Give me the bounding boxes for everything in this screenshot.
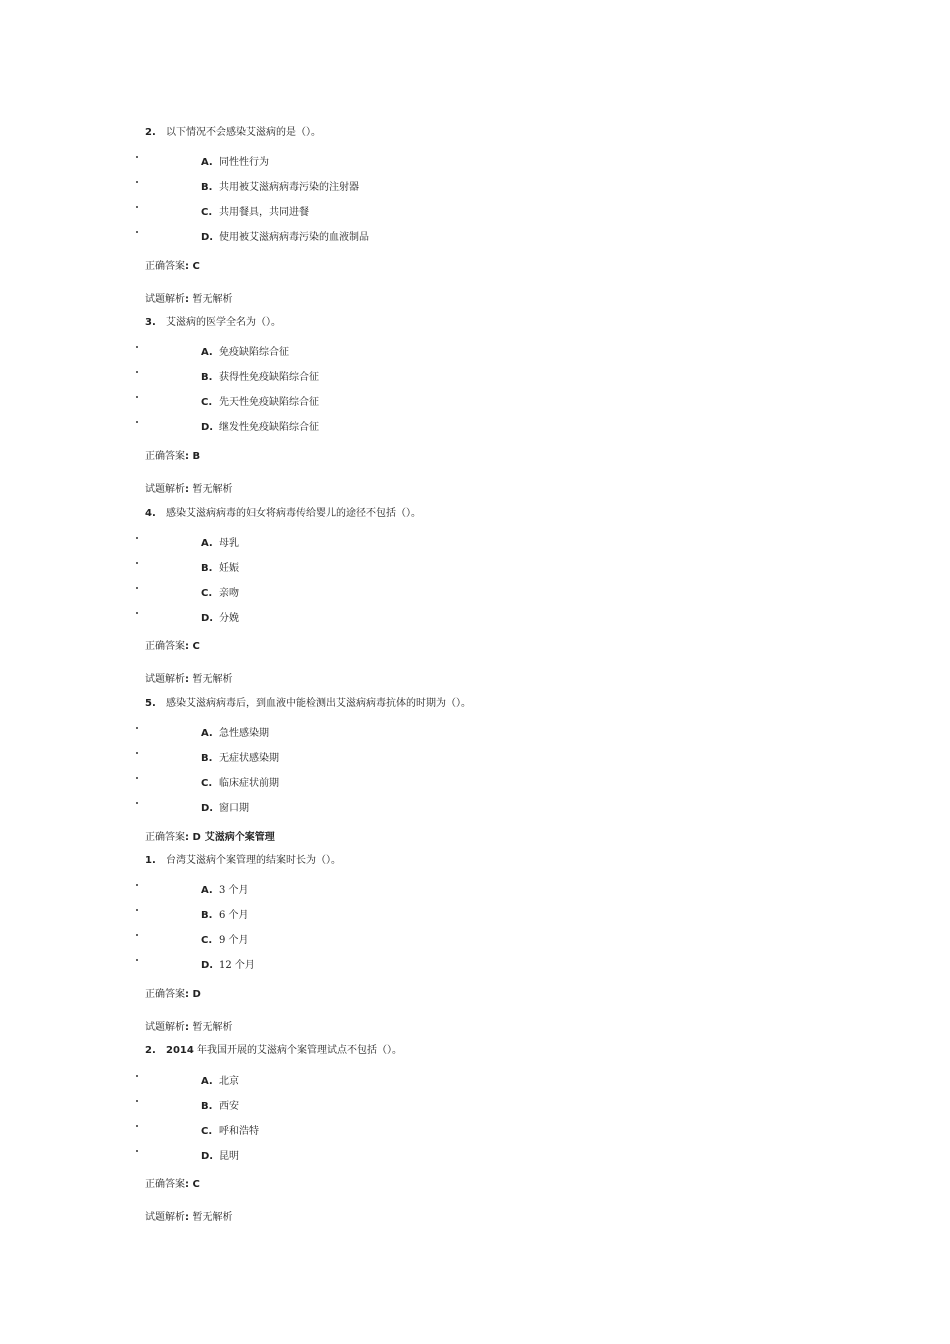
answer-separator: :	[185, 832, 193, 843]
option-letter: A.	[201, 538, 213, 549]
option-text: 12 个月	[219, 960, 255, 971]
question-stem: 以下情况不会感染艾滋病的是（）。	[166, 127, 321, 138]
answer-separator: :	[185, 989, 193, 1000]
answer-value: C	[192, 1179, 200, 1190]
answer-value: C	[192, 641, 200, 652]
option-letter: D.	[201, 232, 214, 243]
option-letter: C.	[201, 778, 213, 789]
answer-value: D	[192, 989, 201, 1000]
option-text: 共用餐具，共同进餐	[219, 207, 309, 218]
option-text: 共用被艾滋病病毒污染的注射器	[219, 182, 359, 193]
answer-value: B	[192, 451, 201, 462]
question-number: 5.	[145, 698, 156, 709]
correct-answer	[145, 832, 275, 844]
explanation-separator: :	[185, 294, 193, 305]
question-year: 2014	[166, 1045, 194, 1056]
explanation-label: 试题解析	[145, 1022, 185, 1033]
correct-answer	[145, 641, 200, 653]
option-letter: D.	[201, 803, 214, 814]
question-number: 1.	[145, 855, 156, 866]
option-text: 母乳	[219, 538, 239, 549]
option-text: 6 个月	[219, 910, 249, 921]
question-number: 2.	[145, 127, 156, 138]
option-letter: A.	[201, 728, 213, 739]
bullet-marker	[136, 752, 138, 754]
question-text	[145, 1045, 402, 1057]
option-text: 急性感染期	[219, 728, 269, 739]
option-item[interactable]	[201, 157, 269, 169]
bullet-marker	[136, 421, 138, 423]
explanation	[145, 1212, 232, 1224]
option-text: 9 个月	[219, 935, 249, 946]
option-text: 亲吻	[219, 588, 239, 599]
bullet-marker	[136, 777, 138, 779]
option-letter: D.	[201, 613, 214, 624]
bullet-marker	[136, 1100, 138, 1102]
bullet-marker	[136, 909, 138, 911]
question-text	[145, 508, 421, 520]
option-letter: B.	[201, 372, 213, 383]
bullet-marker	[136, 371, 138, 373]
correct-answer	[145, 989, 201, 1001]
explanation-separator: :	[185, 1212, 193, 1223]
option-item[interactable]	[201, 910, 249, 922]
option-item[interactable]	[201, 372, 319, 384]
question-text	[145, 317, 281, 329]
option-text: 3 个月	[219, 885, 249, 896]
explanation	[145, 674, 232, 686]
option-item[interactable]	[201, 1151, 239, 1163]
question-number: 2.	[145, 1045, 156, 1056]
option-letter: C.	[201, 397, 213, 408]
option-text: 同性性行为	[219, 157, 269, 168]
bullet-marker	[136, 206, 138, 208]
bullet-marker	[136, 884, 138, 886]
question-stem: 艾滋病的医学全名为（）。	[166, 317, 281, 328]
option-text: 呼和浩特	[219, 1126, 259, 1137]
bullet-marker	[136, 802, 138, 804]
question-text	[145, 127, 321, 139]
option-letter: C.	[201, 1126, 213, 1137]
explanation-text: 暂无解析	[192, 484, 233, 495]
question-stem: 感染艾滋病病毒后，到血液中能检测出艾滋病病毒抗体的时期为（）。	[166, 698, 471, 709]
option-letter: C.	[201, 207, 213, 218]
correct-answer	[145, 451, 200, 463]
correct-answer	[145, 1179, 200, 1191]
explanation	[145, 484, 232, 496]
option-item[interactable]	[201, 1076, 239, 1088]
option-item[interactable]	[201, 232, 369, 244]
answer-label: 正确答案	[145, 451, 185, 462]
explanation-separator: :	[185, 1022, 193, 1033]
bullet-marker	[136, 934, 138, 936]
bullet-marker	[136, 959, 138, 961]
option-text: 西安	[219, 1101, 239, 1112]
option-text: 分娩	[219, 613, 239, 624]
bullet-marker	[136, 537, 138, 539]
option-item[interactable]	[201, 182, 359, 194]
explanation-label: 试题解析	[145, 484, 185, 495]
bullet-marker	[136, 562, 138, 564]
bullet-marker	[136, 1150, 138, 1152]
option-letter: C.	[201, 588, 213, 599]
option-letter: B.	[201, 563, 213, 574]
option-letter: D.	[201, 422, 214, 433]
option-item[interactable]	[201, 563, 239, 575]
answer-value: C	[192, 261, 200, 272]
option-letter: D.	[201, 1151, 214, 1162]
option-letter: C.	[201, 935, 213, 946]
option-item[interactable]	[201, 885, 249, 897]
option-letter: A.	[201, 885, 213, 896]
bullet-marker	[136, 181, 138, 183]
option-item[interactable]	[201, 207, 309, 219]
question-stem: 感染艾滋病病毒的妇女将病毒传给婴儿的途径不包括（）。	[166, 508, 421, 519]
option-item[interactable]	[201, 728, 269, 740]
option-item[interactable]	[201, 397, 319, 409]
option-text: 窗口期	[219, 803, 249, 814]
option-text: 使用被艾滋病病毒污染的血液制品	[219, 232, 369, 243]
option-letter: A.	[201, 1076, 213, 1087]
explanation-label: 试题解析	[145, 1212, 185, 1223]
option-text: 昆明	[219, 1151, 239, 1162]
option-letter: A.	[201, 157, 213, 168]
option-item[interactable]	[201, 753, 279, 765]
explanation-text: 暂无解析	[192, 1212, 233, 1223]
option-item[interactable]	[201, 803, 249, 815]
option-letter: B.	[201, 1101, 213, 1112]
option-letter: B.	[201, 910, 213, 921]
option-letter: B.	[201, 182, 213, 193]
bullet-marker	[136, 1125, 138, 1127]
option-item[interactable]	[201, 588, 239, 600]
option-text: 先天性免疫缺陷综合征	[219, 397, 319, 408]
option-letter: B.	[201, 753, 213, 764]
explanation-text: 暂无解析	[192, 294, 233, 305]
explanation-text: 暂无解析	[192, 1022, 233, 1033]
option-text: 北京	[219, 1076, 239, 1087]
option-letter: D.	[201, 960, 214, 971]
explanation	[145, 1022, 232, 1034]
option-text: 无症状感染期	[219, 753, 279, 764]
section-title: 艾滋病个案管理	[204, 832, 275, 843]
bullet-marker	[136, 346, 138, 348]
option-text: 免疫缺陷综合征	[219, 347, 289, 358]
answer-label: 正确答案	[145, 261, 185, 272]
correct-answer	[145, 261, 200, 273]
explanation-label: 试题解析	[145, 294, 185, 305]
answer-separator: :	[185, 641, 193, 652]
explanation-text: 暂无解析	[192, 674, 233, 685]
option-item[interactable]	[201, 1101, 239, 1113]
explanation	[145, 294, 232, 306]
bullet-marker	[136, 587, 138, 589]
question-text	[145, 855, 341, 867]
question-stem: 台湾艾滋病个案管理的结案时长为（）。	[166, 855, 341, 866]
answer-label: 正确答案	[145, 989, 185, 1000]
option-item[interactable]	[201, 935, 249, 947]
answer-separator: :	[185, 261, 193, 272]
option-item[interactable]	[201, 778, 279, 790]
option-item[interactable]	[201, 613, 239, 625]
option-item[interactable]	[201, 960, 255, 972]
question-number: 3.	[145, 317, 156, 328]
bullet-marker	[136, 231, 138, 233]
answer-label: 正确答案	[145, 832, 185, 843]
question-text	[145, 698, 471, 710]
bullet-marker	[136, 396, 138, 398]
answer-label: 正确答案	[145, 641, 185, 652]
bullet-marker	[136, 727, 138, 729]
option-letter: A.	[201, 347, 213, 358]
option-item[interactable]	[201, 422, 319, 434]
option-text: 临床症状前期	[219, 778, 279, 789]
answer-value: D	[192, 832, 201, 843]
answer-label: 正确答案	[145, 1179, 185, 1190]
option-item[interactable]	[201, 347, 289, 359]
bullet-marker	[136, 612, 138, 614]
option-text: 获得性免疫缺陷综合征	[219, 372, 319, 383]
option-item[interactable]	[201, 538, 239, 550]
explanation-separator: :	[185, 674, 193, 685]
explanation-label: 试题解析	[145, 674, 185, 685]
question-stem: 年我国开展的艾滋病个案管理试点不包括（）。	[193, 1045, 403, 1056]
option-text: 妊娠	[219, 563, 239, 574]
bullet-marker	[136, 1075, 138, 1077]
question-number: 4.	[145, 508, 156, 519]
option-text: 继发性免疫缺陷综合征	[219, 422, 319, 433]
bullet-marker	[136, 156, 138, 158]
answer-separator: :	[185, 1179, 193, 1190]
explanation-separator: :	[185, 484, 193, 495]
option-item[interactable]	[201, 1126, 259, 1138]
answer-separator: :	[185, 451, 193, 462]
